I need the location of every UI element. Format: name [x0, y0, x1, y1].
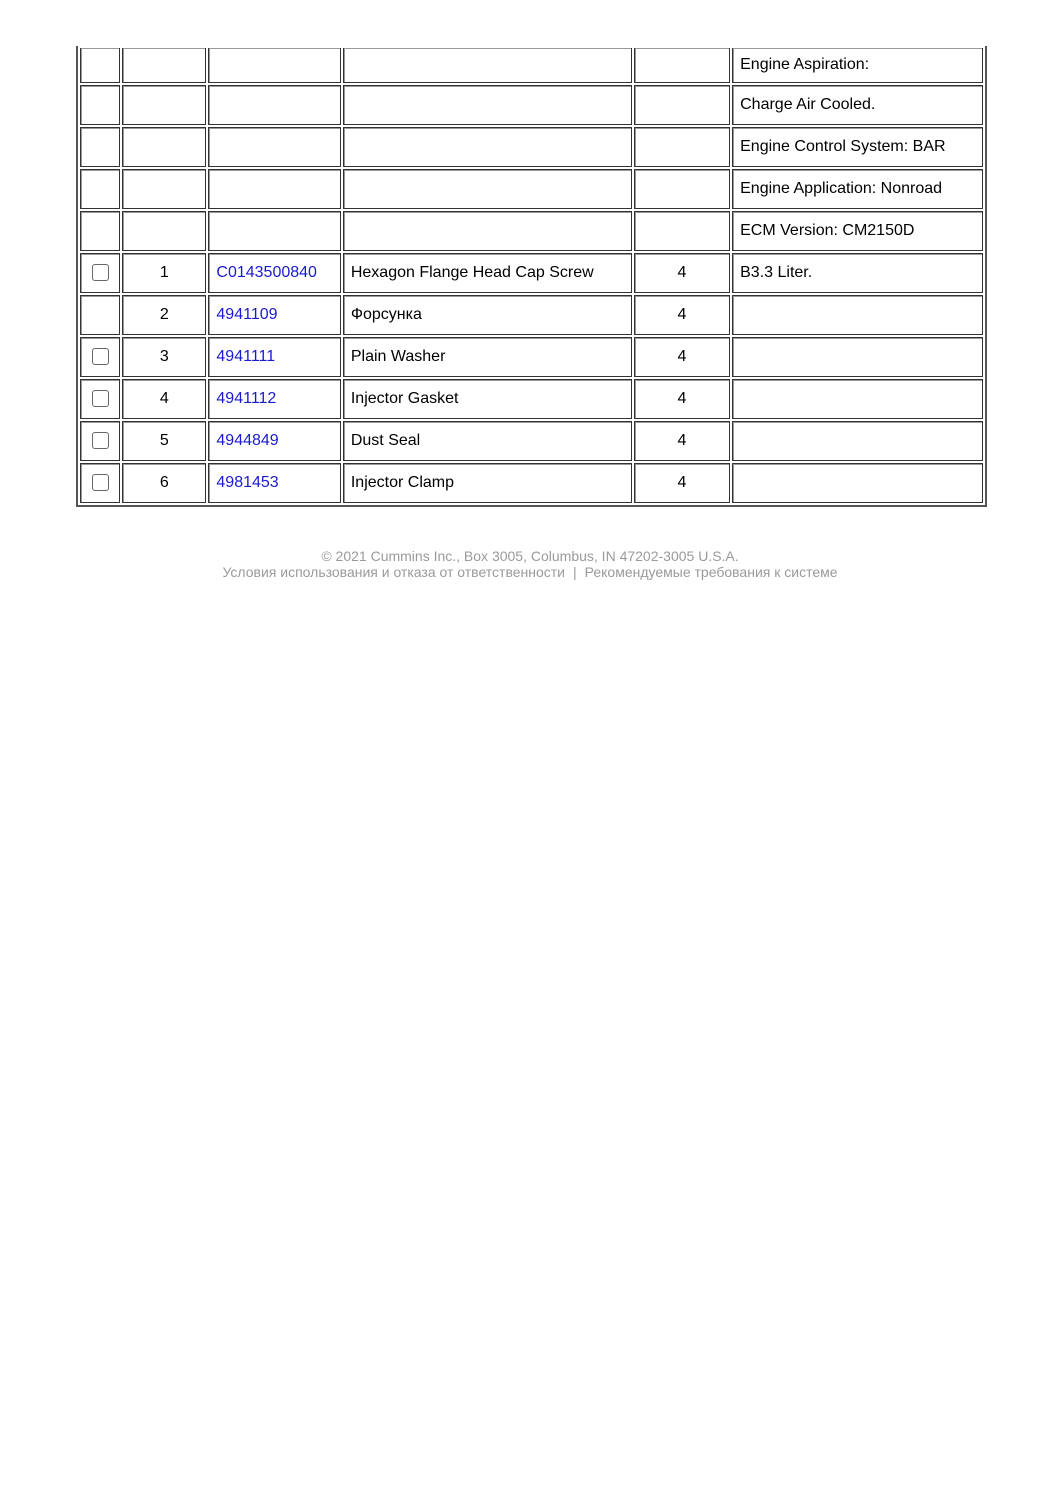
checkbox-cell	[80, 253, 120, 293]
part-row-2	[80, 295, 983, 335]
part-row-5	[80, 421, 983, 461]
part-row-3	[80, 337, 983, 377]
checkbox-cell	[80, 127, 120, 167]
part-description: Dust Seal	[343, 421, 632, 461]
part-note	[732, 295, 983, 335]
table-row	[80, 169, 983, 209]
part-number-cell	[208, 211, 340, 251]
part-description: Plain Washer	[343, 337, 632, 377]
part-number-link[interactable]: 4981453	[216, 474, 279, 491]
checkbox-cell	[80, 169, 120, 209]
part-number-cell	[208, 85, 340, 125]
part-qty: 4	[634, 295, 730, 335]
checkbox-cell	[80, 295, 120, 335]
part-row-1	[80, 253, 983, 293]
table-row	[80, 48, 983, 83]
part-note: B3.3 Liter.	[732, 253, 983, 293]
checkbox-cell	[80, 211, 120, 251]
part-number-cell	[208, 169, 340, 209]
part-description: Hexagon Flange Head Cap Screw	[343, 253, 632, 293]
ref-number: 5	[122, 421, 206, 461]
part-qty: 4	[634, 379, 730, 419]
part-description: Форсунка	[343, 295, 632, 335]
footer-links	[0, 564, 1060, 580]
part-number-cell	[208, 421, 340, 461]
description-cell	[343, 48, 632, 83]
system-requirements-link[interactable]: Рекомендуемые требования к системе	[584, 564, 838, 580]
description-cell	[343, 85, 632, 125]
ref-number: 3	[122, 337, 206, 377]
checkbox-cell	[80, 48, 120, 83]
ref-cell	[122, 48, 206, 83]
part-number-cell	[208, 127, 340, 167]
part-number-link[interactable]: 4944849	[216, 432, 279, 449]
table-row	[80, 127, 983, 167]
ref-number: 2	[122, 295, 206, 335]
part-description: Injector Clamp	[343, 463, 632, 503]
checkbox-cell	[80, 379, 120, 419]
ref-cell	[122, 85, 206, 125]
note-cell: Engine Aspiration:	[732, 48, 983, 83]
part-number-cell	[208, 295, 340, 335]
description-cell	[343, 127, 632, 167]
copyright-text: © 2021 Cummins Inc., Box 3005, Columbus, IN 47202-3005 U.S.A.	[321, 548, 739, 564]
ref-number: 6	[122, 463, 206, 503]
ref-number: 4	[122, 379, 206, 419]
qty-cell	[634, 211, 730, 251]
select-part-checkbox-4[interactable]	[92, 390, 109, 407]
select-part-checkbox-5[interactable]	[92, 432, 109, 449]
part-qty: 4	[634, 463, 730, 503]
part-qty: 4	[634, 253, 730, 293]
checkbox-cell	[80, 85, 120, 125]
part-qty: 4	[634, 421, 730, 461]
part-qty: 4	[634, 337, 730, 377]
note-cell: ECM Version: CM2150D	[732, 211, 983, 251]
part-number-link[interactable]: C0143500840	[216, 264, 317, 281]
checkbox-cell	[80, 337, 120, 377]
note-cell: Charge Air Cooled.	[732, 85, 983, 125]
qty-cell	[634, 127, 730, 167]
select-part-checkbox-3[interactable]	[92, 348, 109, 365]
table-row	[80, 211, 983, 251]
select-part-checkbox-6[interactable]	[92, 474, 109, 491]
ref-cell	[122, 127, 206, 167]
part-note	[732, 379, 983, 419]
ref-number: 1	[122, 253, 206, 293]
parts-table	[76, 46, 987, 507]
description-cell	[343, 169, 632, 209]
part-number-cell	[208, 253, 340, 293]
ref-cell	[122, 169, 206, 209]
part-number-cell	[208, 48, 340, 83]
note-cell: Engine Control System: BAR	[732, 127, 983, 167]
checkbox-cell	[80, 463, 120, 503]
part-row-6	[80, 463, 983, 503]
select-part-checkbox-1[interactable]	[92, 264, 109, 281]
note-cell: Engine Application: Nonroad	[732, 169, 983, 209]
qty-cell	[634, 48, 730, 83]
description-cell	[343, 211, 632, 251]
part-note	[732, 337, 983, 377]
terms-link[interactable]: Условия использования и отказа от ответственности	[222, 564, 565, 580]
part-description: Injector Gasket	[343, 379, 632, 419]
part-number-link[interactable]: 4941112	[216, 390, 277, 407]
ref-cell	[122, 211, 206, 251]
qty-cell	[634, 169, 730, 209]
page-footer	[0, 548, 1060, 580]
part-number-cell	[208, 379, 340, 419]
part-number-link[interactable]: 4941111	[216, 348, 276, 365]
part-note	[732, 463, 983, 503]
table-row	[80, 85, 983, 125]
part-number-link[interactable]: 4941109	[216, 306, 278, 323]
checkbox-cell	[80, 421, 120, 461]
part-number-cell	[208, 463, 340, 503]
footer-separator: |	[573, 564, 577, 580]
part-row-4	[80, 379, 983, 419]
part-note	[732, 421, 983, 461]
qty-cell	[634, 85, 730, 125]
part-number-cell	[208, 337, 340, 377]
